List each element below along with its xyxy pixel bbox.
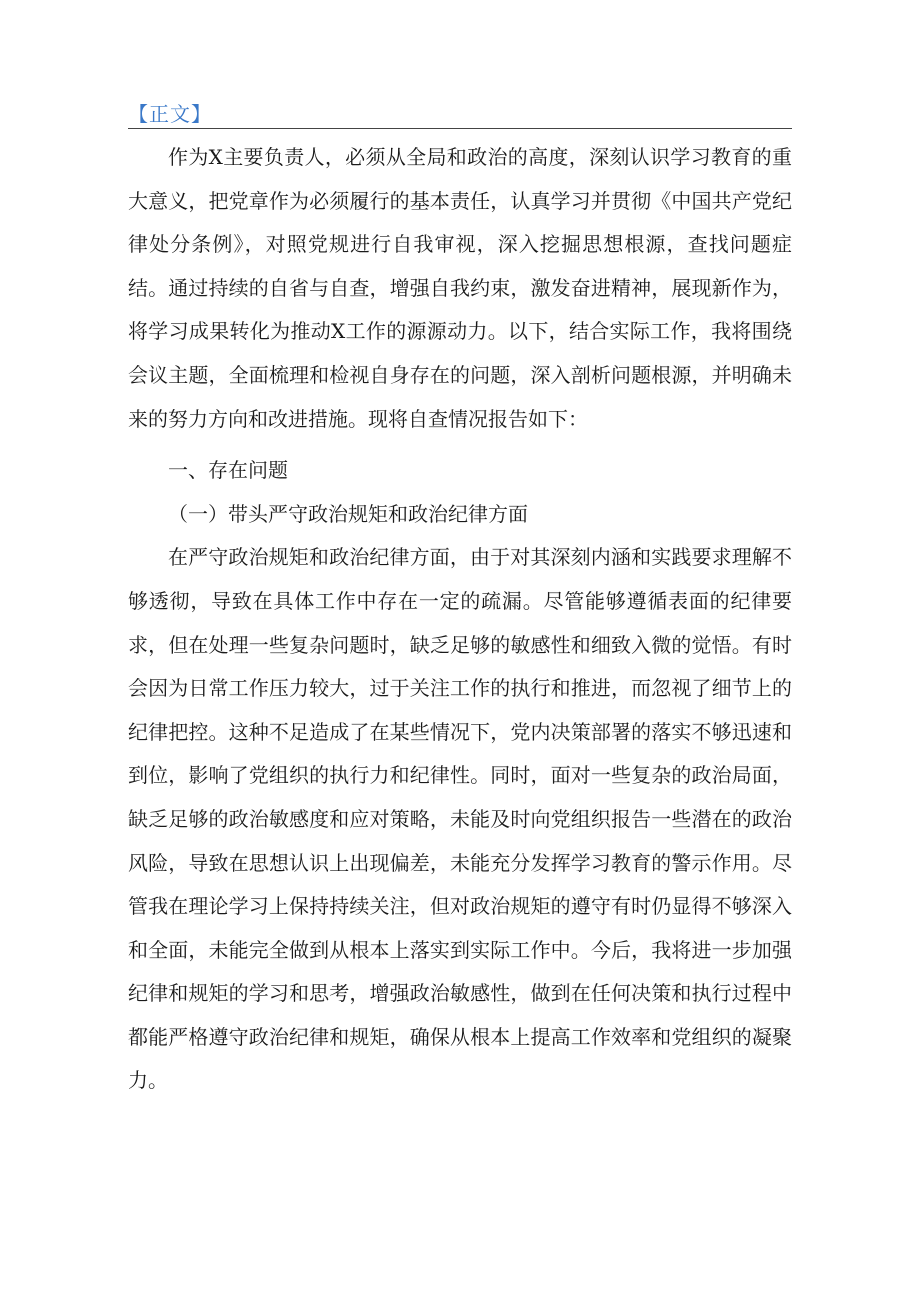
header-divider xyxy=(128,128,792,129)
intro-paragraph: 作为X主要负责人，必须从全局和政治的高度，深刻认识学习教育的重大意义，把党章作为必须履行的基本责任，认真学习并贯彻《中国共产党纪律处分条例》，对照党规进行自我审视，深入挖掘思想根源，查找问题症结。通过持续的自省与自查，增强自我约束，激发奋进精神，展现新作为，将学习成果转化为推动X工作的源源动力。以下，结合实际工作，我将围绕会议主题，全面梳理和检视自身存在的问题，深入剖析问题根源，并明确未来的努力方向和改进措施。现将自查情况报告如下： xyxy=(128,145,792,431)
subsection-heading: （一）带头严守政治规矩和政治纪律方面 xyxy=(168,501,528,526)
document-body xyxy=(128,136,792,1103)
section-tag: 【正文】 xyxy=(128,102,212,126)
subsection-paragraph: 在严守政治规矩和政治纪律方面，由于对其深刻内涵和实践要求理解不够透彻，导致在具体工作中存在一定的疏漏。尽管能够遵循表面的纪律要求，但在处理一些复杂问题时，缺乏足够的敏感性和细致入微的觉悟。有时会因为日常工作压力较大，过于关注工作的执行和推进，而忽视了细节上的纪律把控。这种不足造成了在某些情况下，党内决策部署的落实不够迅速和到位，影响了党组织的执行力和纪律性。同时，面对一些复杂的政治局面，缺乏足够的政治敏感度和应对策略，未能及时向党组织报告一些潜在的政治风险，导致在思想认识上出现偏差，未能充分发挥学习教育的警示作用。尽管我在理论学习上保持持续关注，但对政治规矩的遵守有时仍显得不够深入和全面，未能完全做到从根本上落实到实际工作中。今后，我将进一步加强纪律和规矩的学习和思考，增强政治敏感性，做到在任何决策和执行过程中都能严格遵守政治纪律和规矩，确保从根本上提高工作效率和党组织的凝聚力。 xyxy=(128,545,792,1093)
section-heading: 一、存在问题 xyxy=(168,458,288,483)
